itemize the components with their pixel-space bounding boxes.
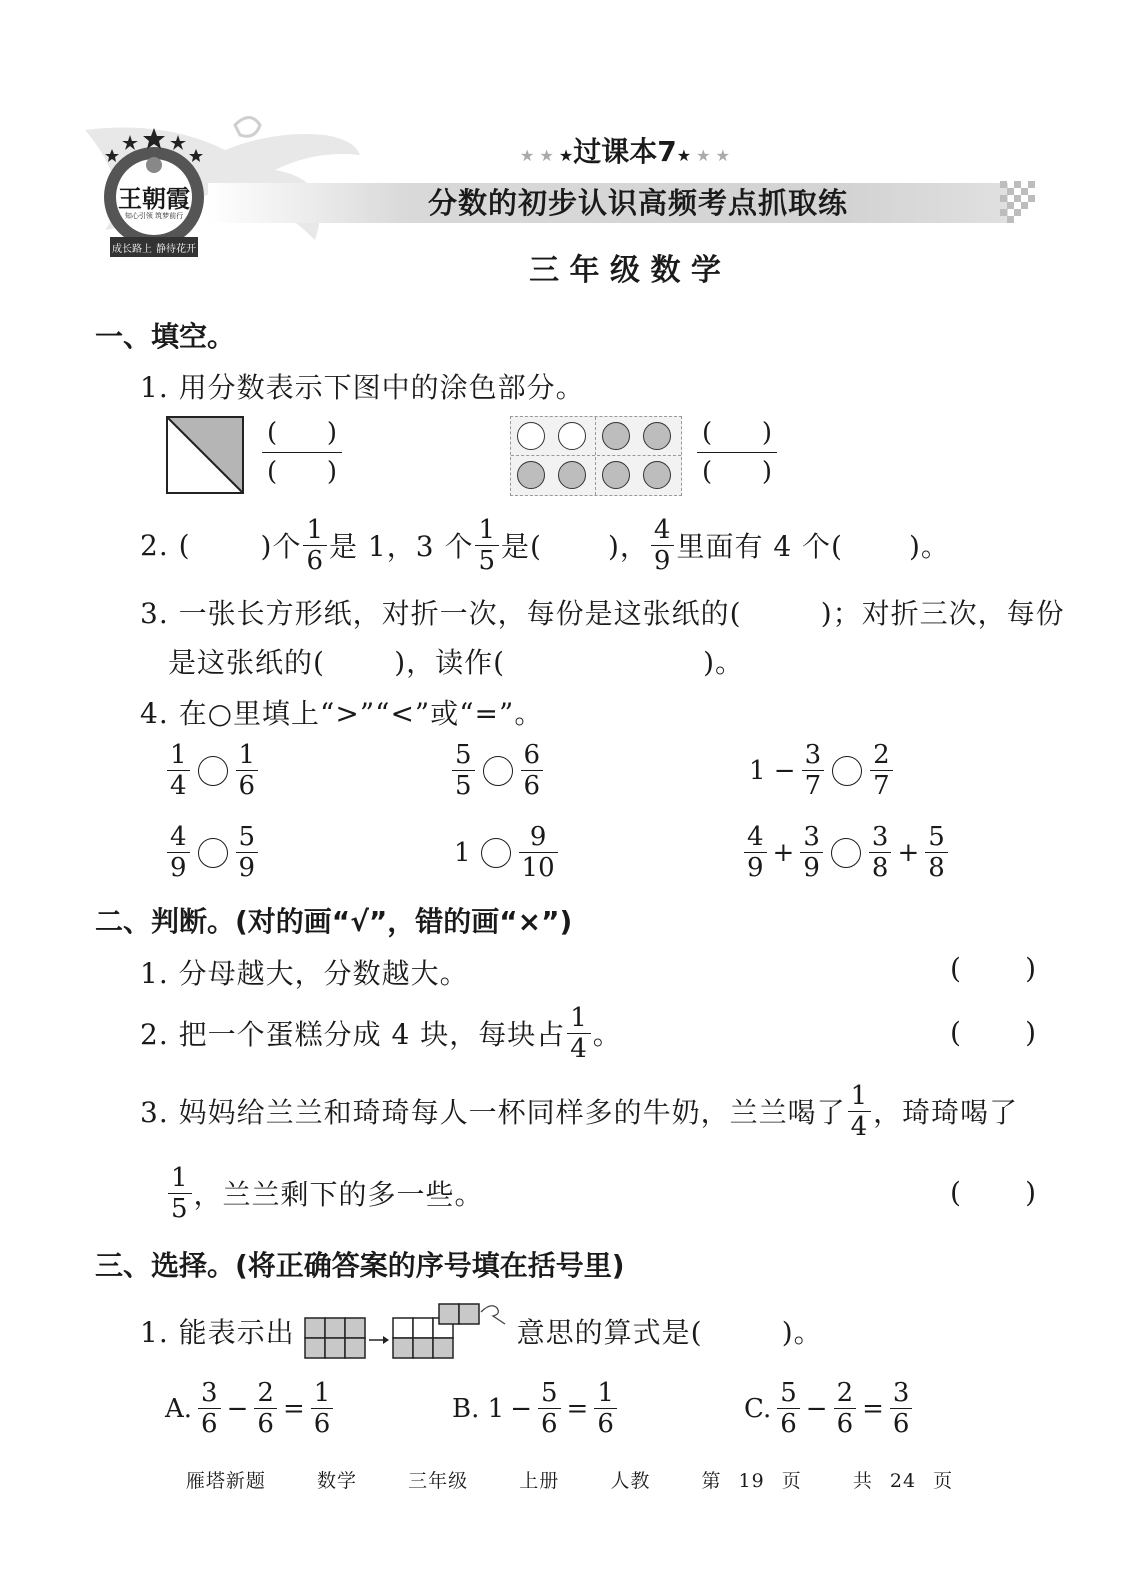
compare-item-6: $\frac{4}{9}$ + $\frac{3}{9}$ $\frac{3}{8}$ + $\frac{5}{8}$ [742,822,950,883]
series-line [500,130,750,170]
compare-item-3: 1 − $\frac{3}{7}$ $\frac{2}{7}$ [745,740,895,801]
compare-circle-input[interactable] [481,838,511,868]
q2-line: 2. ( )个 $\frac{1}{6}$ 是 1，3 个 $\frac{1}{5}$ 是( )， $\frac{4}{9}$ 里面有 4 个( )。 [140,514,950,576]
option-b[interactable]: B. 1 − $\frac{5}{6}$ = $\frac{1}{6}$ [452,1378,619,1439]
compare-circle-input[interactable] [832,756,862,786]
circle-empty [517,422,545,450]
hand-icon [481,1306,505,1324]
star-icon: ★ [558,146,574,165]
logo-name: 王朝霞 [118,185,190,213]
answer-fraction-blank-2[interactable]: ( ) ( ) [697,418,777,487]
circle-shaded [643,461,671,489]
judge-answer-2[interactable]: ( ) [950,1016,1036,1049]
fraction: $\frac{1}{6}$ [303,515,327,576]
page-footer: 雁塔新题 数学 三年级 上册 人教 第 19 页 共 24 页 [185,1470,954,1492]
circle-shaded [558,461,586,489]
compare-circle-input[interactable] [483,756,513,786]
fraction: $\frac{4}{9}$ [651,515,675,576]
series-label: 过课本7 [573,135,677,168]
option-c[interactable]: C. $\frac{5}{6}$ − $\frac{2}{6}$ = $\frac{3}{6}$ [744,1378,914,1439]
compare-circle-input[interactable] [831,838,861,868]
judge-q2: 2. 把一个蛋糕分成 4 块，每块占 $\frac{1}{4}$ 。 [140,1002,622,1064]
grid-cut-figure [301,1298,511,1364]
option-a[interactable]: A. $\frac{3}{6}$ − $\frac{2}{6}$ = $\frac{1}{6}$ [165,1378,335,1439]
compare-circle-input[interactable] [198,756,228,786]
compare-item-5: 1 $\frac{9}{10}$ [450,822,560,883]
q1-text: 1. 用分数表示下图中的涂色部分。 [140,371,585,404]
judge-q1: 1. 分母越大，分数越大。 [140,957,469,990]
compare-circle-input[interactable] [198,838,228,868]
compare-item-1: $\frac{1}{4}$ $\frac{1}{6}$ [165,740,260,801]
circle-shaded [602,422,630,450]
star-icon: ★ [676,146,692,165]
compare-item-2: $\frac{5}{5}$ $\frac{6}{6}$ [450,740,545,801]
circle-shaded [643,422,671,450]
shaded-square-figure [166,416,244,494]
compare-item-4: $\frac{4}{9}$ $\frac{5}{9}$ [165,822,260,883]
star-icon: ★ ★ [691,146,730,165]
logo-tagline: 知心引领 筑梦前行 [124,212,184,220]
q3-line1: 3. 一张长方形纸，对折一次，每份是这张纸的( )；对折三次，每份 [140,597,1065,630]
logo-slogan-left: 成长路上 [112,244,152,255]
subject-title: 三 年 级 数 学 [529,253,721,288]
judge-q3-line1: 3. 妈妈给兰兰和琦琦每人一杯同样多的牛奶，兰兰喝了 $\frac{1}{4}$ ，琦琦喝了 [140,1080,1019,1142]
q4-text: 4. 在○里填上“>”“<”或“=”。 [140,697,544,730]
section3-title: 三、选择。(将正确答案的序号填在括号里) [95,1249,625,1282]
circles-figure [510,416,682,496]
judge-answer-1[interactable]: ( ) [950,952,1036,985]
page-title: 分数的初步认识高频考点抓取练 [427,186,848,220]
star-icon: ★ ★ [520,146,559,165]
q3-line2: 是这张纸的( )，读作( )。 [168,646,745,679]
fraction: $\frac{1}{5}$ [475,515,499,576]
section1-title: 一、填空。 [95,320,236,353]
judge-q3-line2: $\frac{1}{5}$ ，兰兰剩下的多一些。 [166,1160,484,1226]
logo-slogan-right: 静待花开 [156,244,196,255]
brand-logo [98,125,210,265]
circle-shaded [602,461,630,489]
circle-empty [558,422,586,450]
answer-fraction-blank-1[interactable]: ( ) ( ) [262,418,342,487]
section2-title: 二、判断。(对的画“√”，错的画“×”) [95,905,573,938]
circle-shaded [517,461,545,489]
choice-q1: 1. 能表示出 意思的算式是( )。 [140,1298,823,1364]
judge-answer-3[interactable]: ( ) [950,1176,1036,1209]
